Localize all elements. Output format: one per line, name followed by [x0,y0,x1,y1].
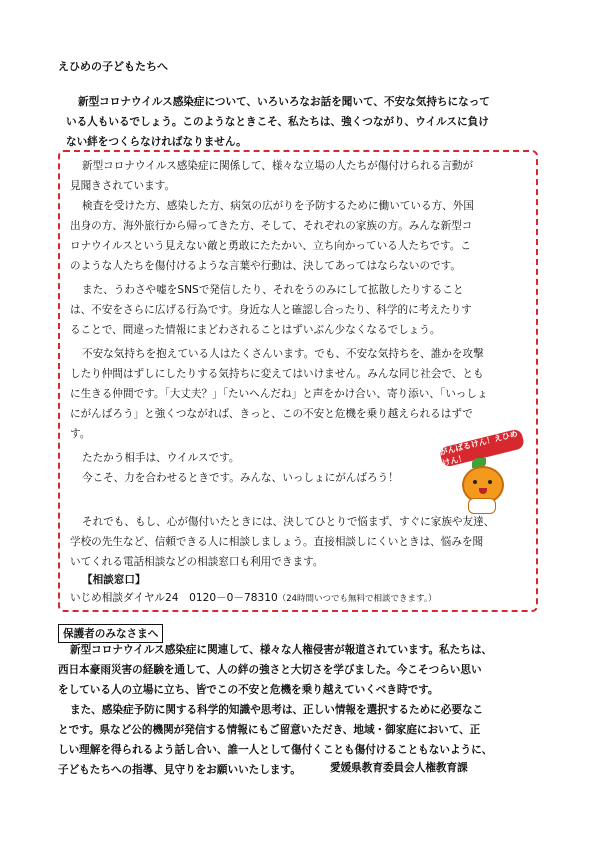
box-line: 不安な気持ちを抱えている人はたくさんいます。でも、不安な気持ちを、誰かを攻撃 [82,348,484,360]
box-line: は、不安をさらに広げる行為です。身近な人と確認し合ったり、科学的に考えたりす [70,304,472,316]
box-line: のような人たちを傷付けるような言葉や行動は、決してあってはならないのです。 [70,260,462,272]
box-line: 今こそ、力を合わせるときです。みんな、いっしょにがんばろう！ [82,472,399,484]
mascot-body [468,498,496,514]
parent-line: 子どもたちへの指導、見守りをお願いいたします。 [58,764,301,776]
box-line: 新型コロナウイルス感染症に関係して、様々な立場の人たちが傷付けられる言動が [82,160,474,172]
box-line: に生きる仲間です。「大丈夫？」「たいへんだね」と声をかけ合い、寄り添い、「いっしょ [70,388,488,400]
contact-title: 【相談窓口】 [82,574,146,586]
parents-heading: 保護者のみなさまへ [58,624,163,643]
parents-paragraph [58,640,542,780]
parent-line: をしている人の立場に立ち、皆でこの不安と危機を乗り越えていくべき時です。 [58,684,439,696]
intro-line: 新型コロナウイルス感染症について、いろいろなお話を聞いて、不安な気持ちになって [78,96,490,108]
box-line: にがんばろう」と強くつながれば、きっと、この不安と危機を乗り越えられるはずで [70,408,473,420]
box-line: 学校の先生など、信頼できる人に相談しましょう。直接相談しにくいときは、悩みを聞 [70,536,484,548]
box-line: 見聞きされています。 [70,180,176,192]
parent-line: とです。県など公的機関が発信する情報にもご留意いただき、地域・御家庭において、正 [58,724,481,736]
parent-line: しい理解を得られるよう話し合い、誰一人として傷付くことも傷付けることもないように、 [58,744,493,756]
box-line: ロナウイルスという見えない敵と勇敢にたたかい、立ち向かっている人たちです。こ [70,240,471,252]
parent-line: また、感染症予防に関する科学的知識や思考は、正しい情報を選択するために必要なこ [70,704,484,716]
hotline-note: （24時間いつでも無料で相談できます。） [277,594,437,604]
box-line: 出身の方、海外旅行から帰ってきた方、そして、それぞれの家族の方。みんな新型コ [70,220,473,232]
box-line: ることで、間違った情報にまどわされることはずいぶん少なくなるでしょう。 [70,324,441,336]
box-line: したり仲間はずしにしたりする気持ちに変えてはいけません。みんな同じ社会で、とも [70,368,484,380]
intro-line: ない絆をつくらなければなりません。 [66,136,247,148]
box-line: いてくれる電話相談などの相談窓口も利用できます。 [70,556,324,568]
message-box [58,150,538,612]
mascot-slogan: がんばるけん！えひめけん！ [439,428,525,468]
greeting-heading: えひめの子どもたちへ [58,60,168,73]
parent-line: 新型コロナウイルス感染症に関連して、様々な人権侵害が報道されています。私たちは、 [70,644,493,656]
mascot-eye-left [473,480,477,484]
box-line: また、うわさや嘘をSNSで発信したり、それをうのみにして拡散したりすること [82,284,464,296]
box-line: それでも、もし、心が傷付いたときには、決してひとりで悩まず、すぐに家族や友達、 [82,516,495,528]
mikyan-mascot [438,430,526,518]
box-line: たたかう相手は、ウイルスです。 [82,452,240,464]
box-line: 検査を受けた方、感染した方、病気の広がりを予防するために働いている方、外国 [82,200,474,212]
mascot-mouth [479,488,487,494]
intro-line: いる人もいるでしょう。このようなときこそ、私たちは、強くつながり、ウイルスに負け [66,116,489,128]
signature: 愛媛県教育委員会人権教育課 [330,762,468,774]
contact-line [70,590,437,605]
hotline-number: いじめ相談ダイヤル24 0120－0－78310 [70,592,278,604]
mascot-eye-right [488,480,492,484]
box-line: す。 [70,428,91,440]
intro-paragraph [66,92,536,152]
parent-line: 西日本豪雨災害の経験を通して、人の絆の強さと大切さを学びました。今こそつらい思い [58,664,482,676]
